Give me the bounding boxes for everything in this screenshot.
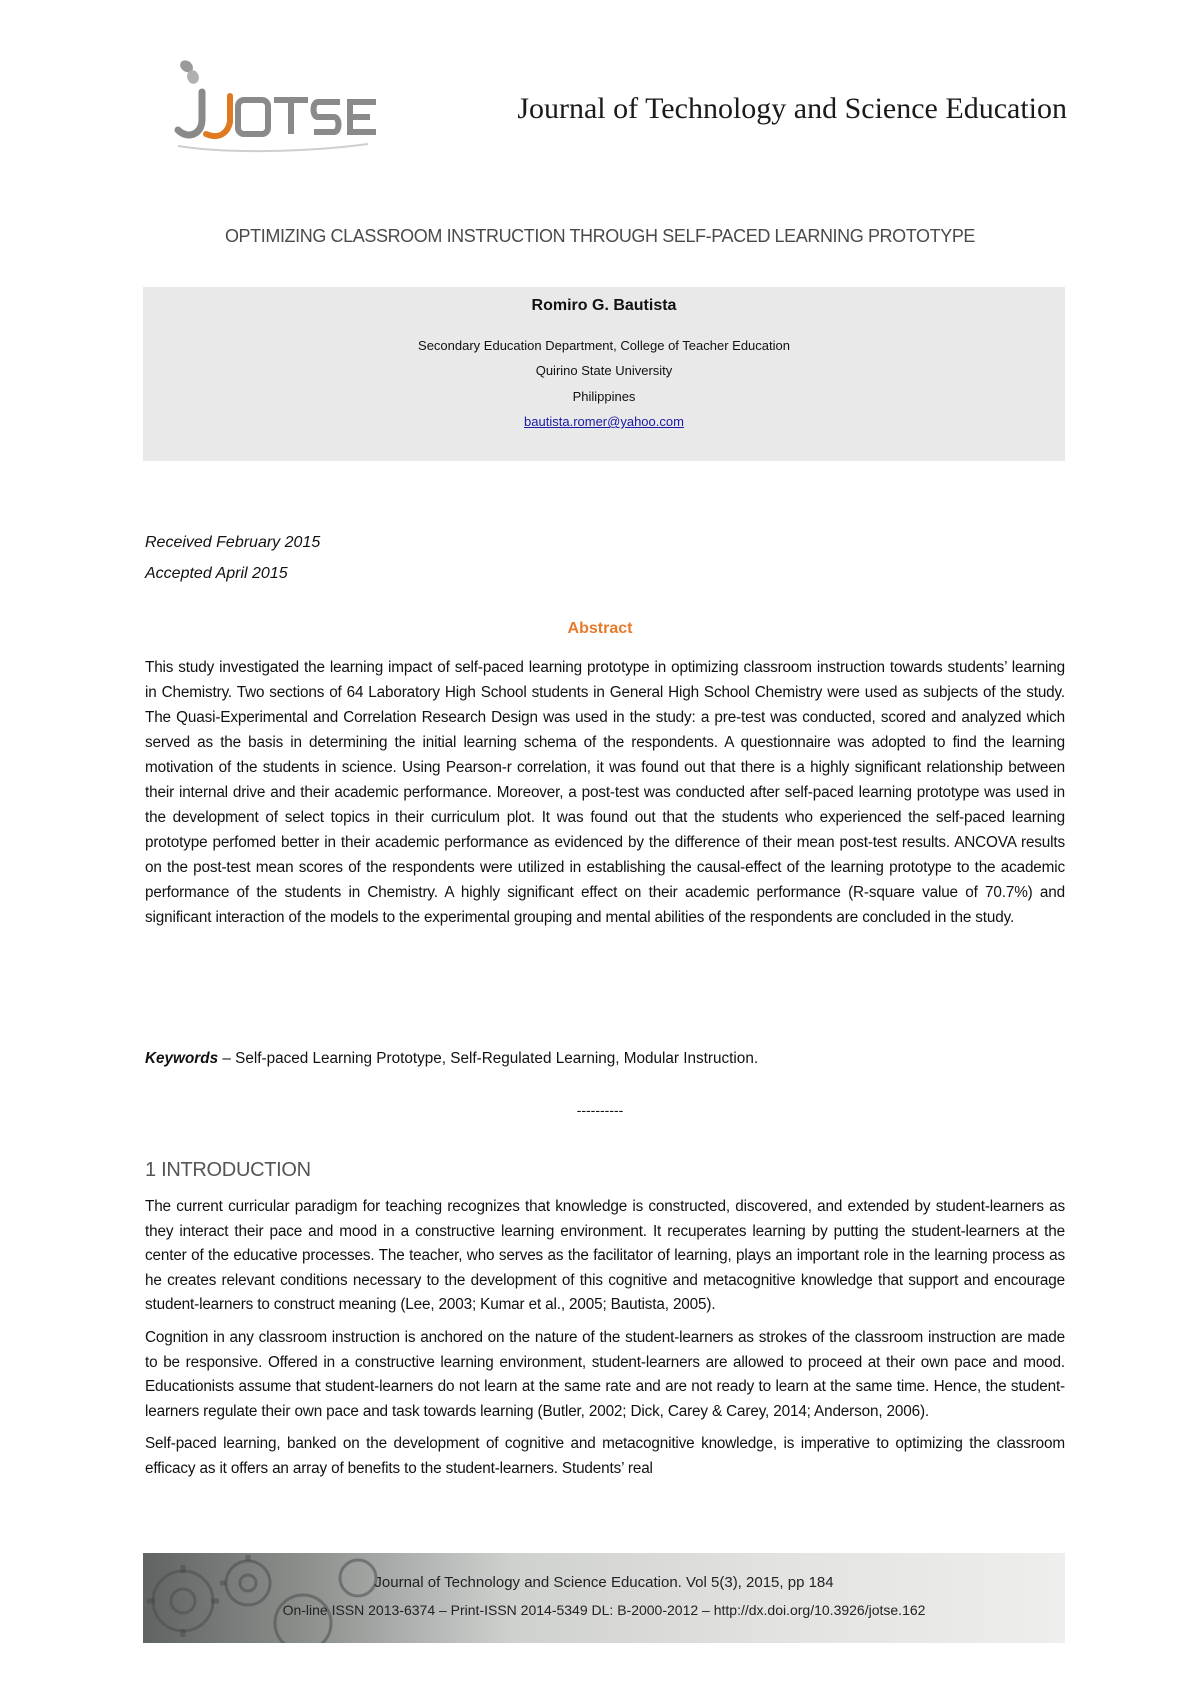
introduction-body [145,1195,1065,1490]
footer-issn-doi: On-line ISSN 2013-6374 – Print-ISSN 2014-5349 DL: B-2000-2012 – http://dx.doi.org/10.3926/jotse.162 [282,1602,926,1618]
author-box [143,287,1065,461]
accepted-date: Accepted April 2015 [145,565,288,582]
section-heading-introduction: 1 INTRODUCTION [145,1159,311,1181]
abstract-text: This study investigated the learning impact of self-paced learning prototype in optimizing classroom instruction towards students’ learning in Chemistry. Two sections of 64 Laboratory High School students in General High School Chemistry were used as subjects of the study. The Quasi-Experimental and Correlation Research Design was used in the study: a pre-test was conducted, scored and analyzed which served as the basis in determining the initial learning schema of the respondents. A questionnaire was adopted to find the learning motivation of the students in science. Using Pearson-r correlation, it was found out that there is a highly significant relationship between their internal drive and their academic performance. Moreover, a post-test was conducted after self-paced learning prototype was used in the development of select topics in their curriculum plot. It was found out that the students who experienced the self-paced learning prototype perfomed better in their academic performance as evidenced by the difference of their mean post-test results. ANCOVA results on the post-test mean scores of the respondents were utilized in establishing the causal-effect of the learning prototype to the academic performance of the students in Chemistry. A highly significant effect on their academic performance (R-square value of 70.7%) and significant interaction of the models to the experimental grouping and mental abilities of the respondents are concluded in the study. [145,659,1065,926]
intro-paragraph: Cognition in any classroom instruction is anchored on the nature of the student-learners as strokes of the classroom instruction are made to be responsive. Offered in a constructive learning environment, student-learners are allowed to proceed at their own pace and mood. Educationists assume that student-learners do not learn at the same rate and are not ready to learn at the same time. Hence, the student-learners regulate their own pace and task towards learning (Butler, 2002; Dick, Carey & Carey, 2014; Anderson, 2006). [145,1328,1065,1420]
keywords-text: – Self-paced Learning Prototype, Self-Regulated Learning, Modular Instruction. [218,1050,759,1067]
keywords [145,1050,1065,1068]
author-country: Philippines [572,389,636,404]
author-department: Secondary Education Department, College of Teacher Education [418,338,790,353]
journal-logo [168,48,378,158]
publication-dates [145,527,320,589]
jotse-logo-icon [168,48,378,158]
gears-background-icon [143,1553,443,1643]
author-university: Quirino State University [535,363,673,378]
intro-paragraph: Self-paced learning, banked on the development of cognitive and metacognitive knowledge, is imperative to optimizing the classroom efficacy as it offers an array of benefits to the student-learners. Students’ real [145,1435,1065,1477]
page-header [0,0,1200,170]
abstract-heading: Abstract [567,620,633,637]
intro-paragraph: The current curricular paradigm for teaching recognizes that knowledge is constructed, discovered, and extended by student-learners as they interact their pace and mood in a constructive learning environment. It recuperates learning by putting the student-learners at the center of the educative processes. The teacher, who serves as the facilitator of learning, plays an important role in the learning process as he creates relevant conditions necessary to the development of this cognitive and metacognitive knowledge that support and encourage student-learners to construct meaning (Lee, 2003; Kumar et al., 2005; Bautista, 2005). [145,1198,1065,1314]
author-name: Romiro G. Bautista [531,297,677,314]
section-separator: ---------- [576,1102,624,1118]
journal-name: Journal of Technology and Science Education [517,92,1067,125]
page-footer [143,1553,1065,1643]
footer-citation: Journal of Technology and Science Education. Vol 5(3), 2015, pp 184 [374,1574,834,1591]
keywords-label: Keywords [145,1050,219,1067]
paper-title: OPTIMIZING CLASSROOM INSTRUCTION THROUGH SELF-PACED LEARNING PROTOTYPE [224,226,976,246]
author-email-link[interactable]: bautista.romer@yahoo.com [524,414,684,429]
received-date: Received February 2015 [145,534,321,551]
